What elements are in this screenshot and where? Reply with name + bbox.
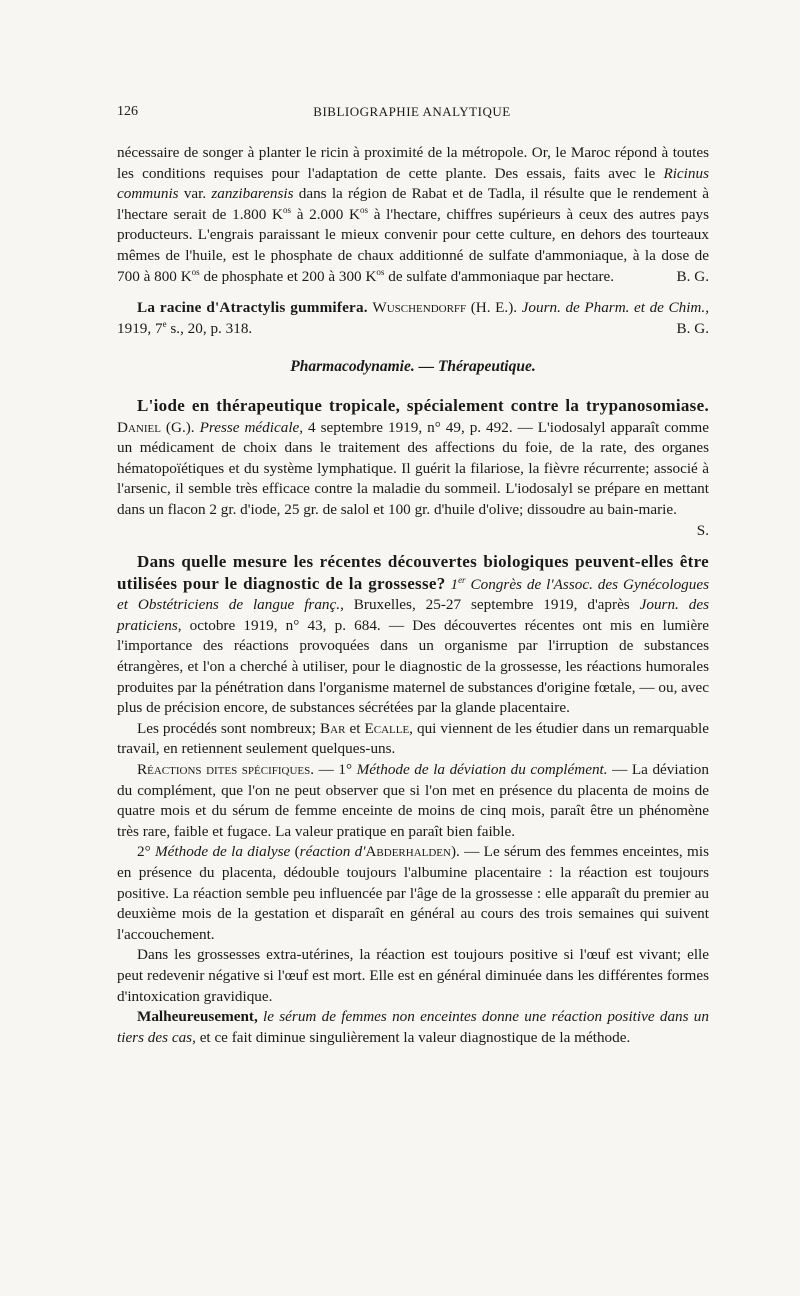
author-name: Bar — [320, 719, 346, 737]
entry-title: Dans quelle mesure les récentes découvertes biologiques peuvent-elles être utilisées pour le diagnostic de la grossesse? — [117, 552, 709, 593]
paragraph: Réactions dites spécifiques. — 1° Méthode de la déviation du complément. — La déviation du complément, que l'on ne peut observer que si l'on met en présence du placenta de moins de quatre mois et du sérum de femme enceinte de moins de cinq mois, paraît être un phénomène très rare, faible et fugace. La valeur pratique en paraît bien faible. — [117, 761, 709, 840]
paragraph: Malheureusement, le sérum de femmes non enceintes donne une réaction positive dans un tiers des cas, et ce fait diminue singulièrement la valeur diagnostique de la méthode. — [117, 1008, 709, 1046]
paragraph: Les procédés sont nombreux; Bar et Ecalle, qui viennent de les étudier dans un remarquable travail, en retiennent seulement quelques-uns. — [117, 719, 709, 758]
journal-name: Journ. des praticiens — [117, 596, 709, 634]
journal-name: Journ. de Pharm. et de Chim. — [521, 299, 706, 317]
journal-name: Presse médicale — [199, 418, 300, 436]
running-title: BIBLIOGRAPHIE ANALYTIQUE — [313, 104, 511, 119]
entry-title: La racine d'Atractylis gummifera. — [137, 299, 368, 317]
author-name: Daniel — [117, 418, 161, 436]
variety-name: zanzibarensis — [211, 185, 294, 203]
subsection-label: Réactions dites spécifiques. — [137, 761, 315, 779]
entry-title: L'iode en thérapeutique tropicale, spécialement contre la trypanosomiase. — [137, 395, 709, 415]
section-heading: Pharmacodynamie. — Thérapeutique. — [290, 358, 536, 376]
paragraph: 2° Méthode de la dialyse (réaction d'Abderhalden). — Le sérum des femmes enceintes, mis en présence du placenta, dédouble toujours l'albumine placentaire : la réaction est toujours positive. La réaction semble peu influencée par l'âge de la grossesse : elle apparaît du premier au deuxième mois de la gestation et disparaît en général au cours des trois semaines qui suivent l'accouchement. — [117, 843, 709, 943]
signature: B. G. — [676, 267, 709, 285]
author-name: Abderhalden — [365, 843, 451, 861]
ricin-paragraph: nécessaire de songer à planter le ricin à proximité de la métropole. Or, le Maroc répond à toutes les conditions requises pour l'adaptation de cette plante. Des essais, faits avec le Ricinus communis var. zanzibarensis dans la région de Rabat et de Tadla, il résulte que le rendement à l'hectare serait de 1.800 $K^{os}$ à 2.000 $K^{os}$ à l'hectare, chiffres supérieurs à ceux des autres pays producteurs. L'engrais paraissant le mieux convenir pour cette culture, en dehors des tourteaux mêmes de l'huile, est le phosphate de chaux additionné de sulfate d'ammoniaque, à la dose de 700 à 800 $K^{os}$ de phosphate et 200 à 300 $K^{os}$ de sulfate d'ammoniaque par hectare. B. G. — [117, 143, 709, 287]
signature: S. — [696, 521, 709, 539]
page-number: 126 — [117, 104, 138, 119]
signature: B. G. — [676, 319, 709, 337]
author-name: Ecalle — [364, 719, 410, 737]
atractylis-entry: La racine d'Atractylis gummifera. Wuschendorff (H. E.). Journ. de Pharm. et de Chim., 1919, 7e s., 20, p. 318. B. G. — [117, 298, 709, 339]
iode-entry: L'iode en thérapeutique tropicale, spécialement contre la trypanosomiase. Daniel (G.). Presse médicale, 4 septembre 1919, n° 49, p. 492. — L'iodosalyl apparaît comme un médicament de choix dans le traitement des affections du foie, de la rate, des organes hématopoïétiques et du système lymphatique. Il guérit la filariose, la fièvre récurrente; associé à l'arsenic, il semble très efficace contre la maladie du sommeil. L'iodosalyl se prépare en mettant dans un flacon 2 gr. d'iode, 25 gr. de salol et 100 gr. d'huile d'olive; dissoudre au bain-marie. S. — [117, 396, 709, 521]
page-body — [117, 143, 709, 1048]
species-name: Ricinus communis — [117, 164, 709, 203]
diagnostic-entry: Dans quelle mesure les récentes découvertes biologiques peuvent-elles être utilisées pour le diagnostic de la grossesse? 1er Congrès de l'Assoc. des Gynécologues et Obstétriciens de langue franç., Bruxelles, 25-27 septembre 1919, d'après Journ. des praticiens, octobre 1919, n° 43, p. 684. — Des découvertes récentes ont mis en lumière l'importance des réactions provoquées dans un organisme par l'irruption de substances étrangères, et l'on a cherché à utiliser, pour le diagnostic de la grossesse, les réactions humorales produites par la pénétration dans l'organisme maternel de substances d'origine fœtale, — ou, avec plus de précision encore, de substances sécrétées par la glande placentaire. — [117, 552, 710, 717]
paragraph: Dans les grossesses extra-utérines, la réaction est toujours positive si l'œuf est vivant; elle peut redevenir négative si l'œuf est mort. Elle est en général diminuée dans les différentes formes d'intoxication gravidique. — [117, 946, 709, 1005]
congress-name: Congrès de l'Assoc. des Gynécologues et Obstétriciens de langue franç. — [117, 575, 710, 614]
author-name: Wuschendorff — [372, 299, 467, 317]
